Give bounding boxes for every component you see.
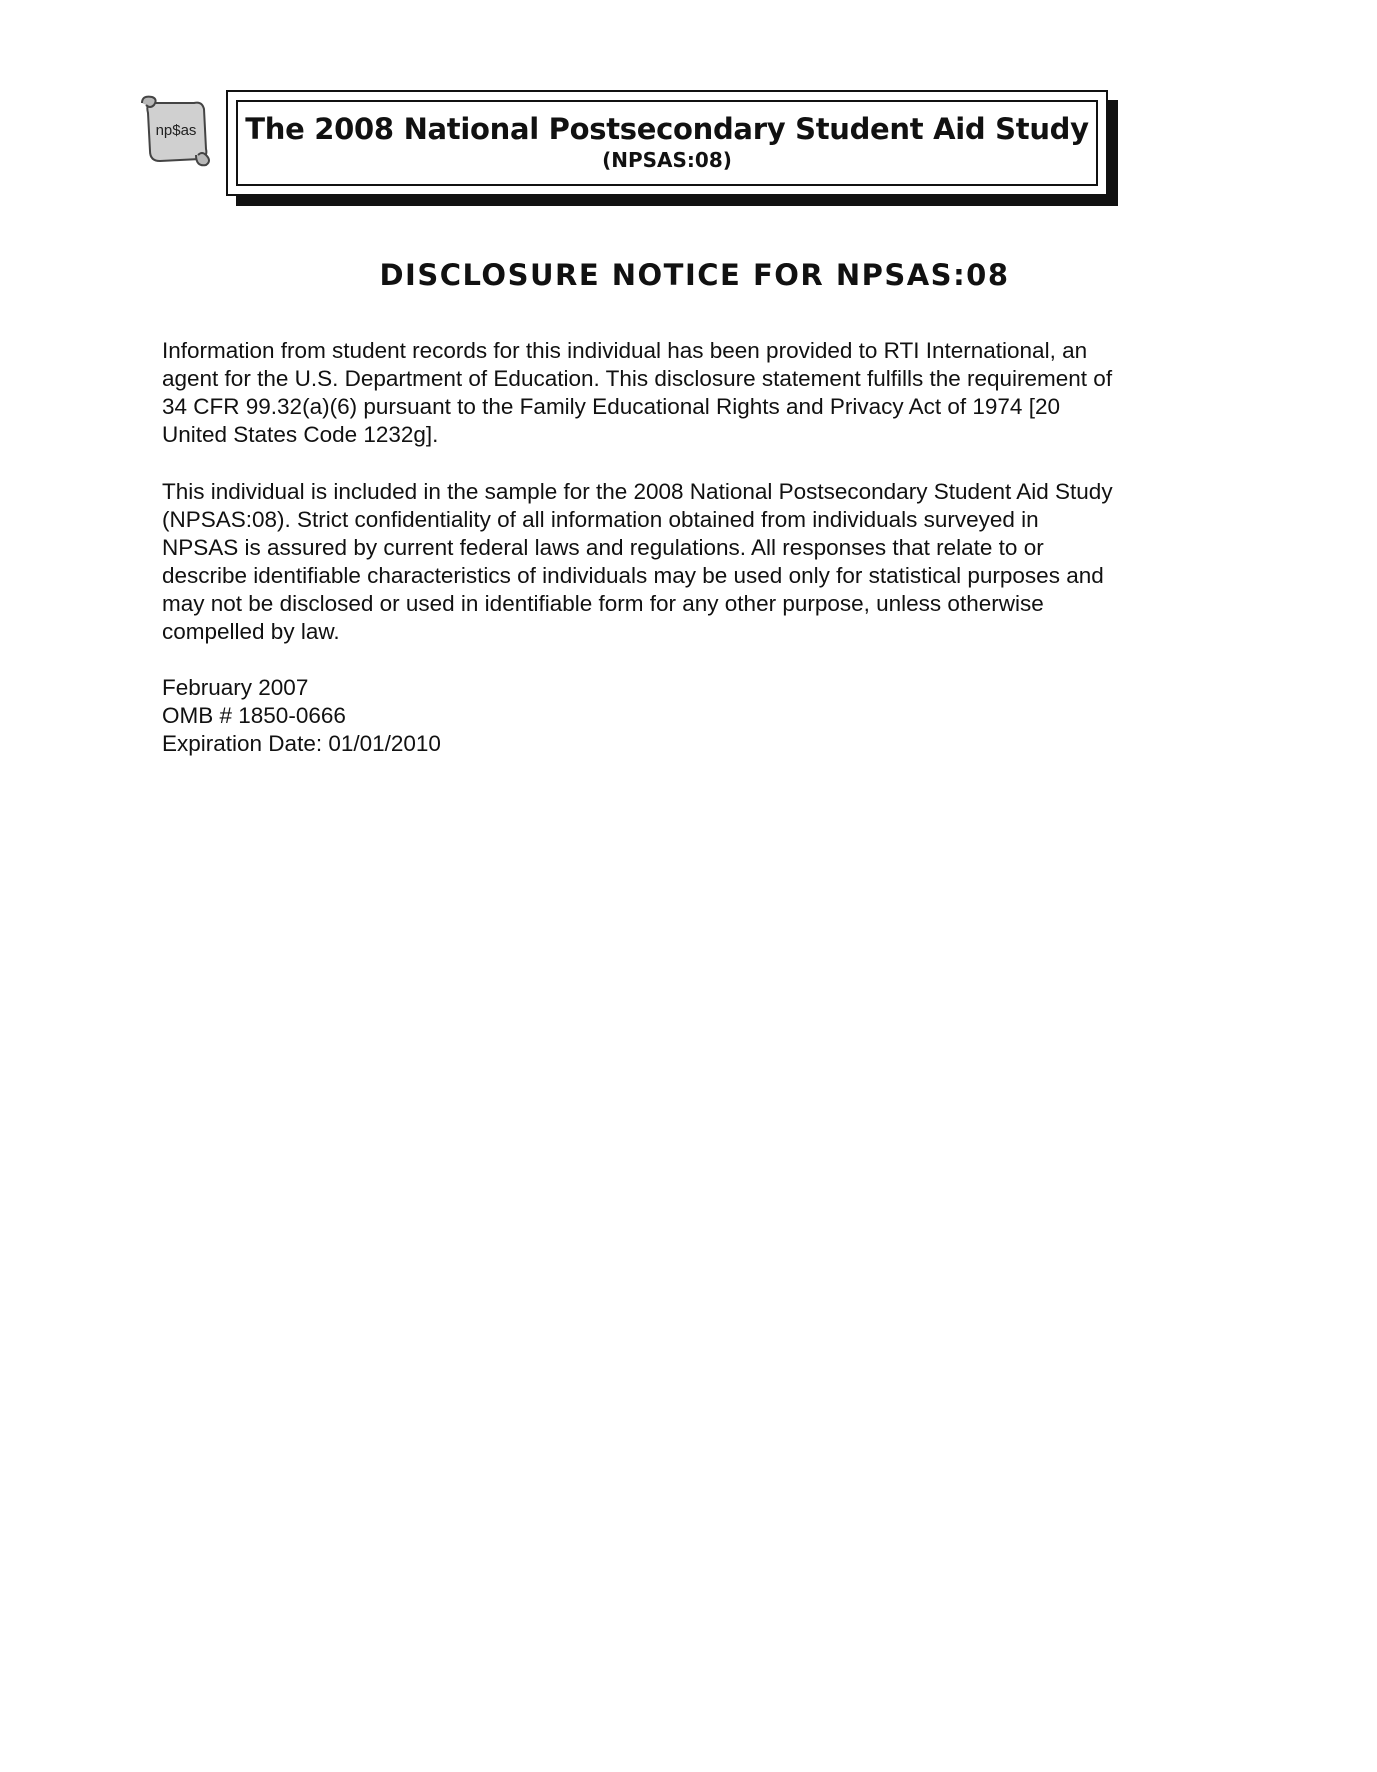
omb-number: OMB # 1850-0666: [162, 703, 346, 728]
title-box-inner: [236, 100, 1098, 186]
study-subtitle: (NPSAS:08): [602, 148, 732, 172]
npsas-scroll-logo: [136, 93, 212, 169]
paragraph-disclosure: Information from student records for this individual has been provided to RTI International, an agent for the U.S. Department of Education. This disclosure statement fulfills the requirement of 34 CFR 99.32(a)(6) pursuant to the Family Educational Rights and Privacy Act of 1974 [20 United States Code 1232g].: [162, 338, 1113, 447]
document-date: February 2007: [162, 675, 309, 700]
expiration-date: Expiration Date: 01/01/2010: [162, 731, 441, 756]
notice-heading: DISCLOSURE NOTICE FOR NPSAS:08: [379, 258, 1010, 292]
document-meta: [162, 674, 441, 758]
study-title: The 2008 National Postsecondary Student Aid Study: [245, 112, 1089, 146]
title-box: [226, 90, 1108, 196]
logo-text: np$as: [155, 122, 197, 139]
paragraph-confidentiality: This individual is included in the sample for the 2008 National Postsecondary Student Aid Study (NPSAS:08). Strict confidentiality of all information obtained from individuals surveyed in NPSAS is assured by current federal laws and regulations. All responses that relate to or describe identifiable characteristics of individuals may be used only for statistical purposes and may not be disclosed or used in identifiable form for any other purpose, unless otherwise compelled by law.: [162, 479, 1113, 644]
